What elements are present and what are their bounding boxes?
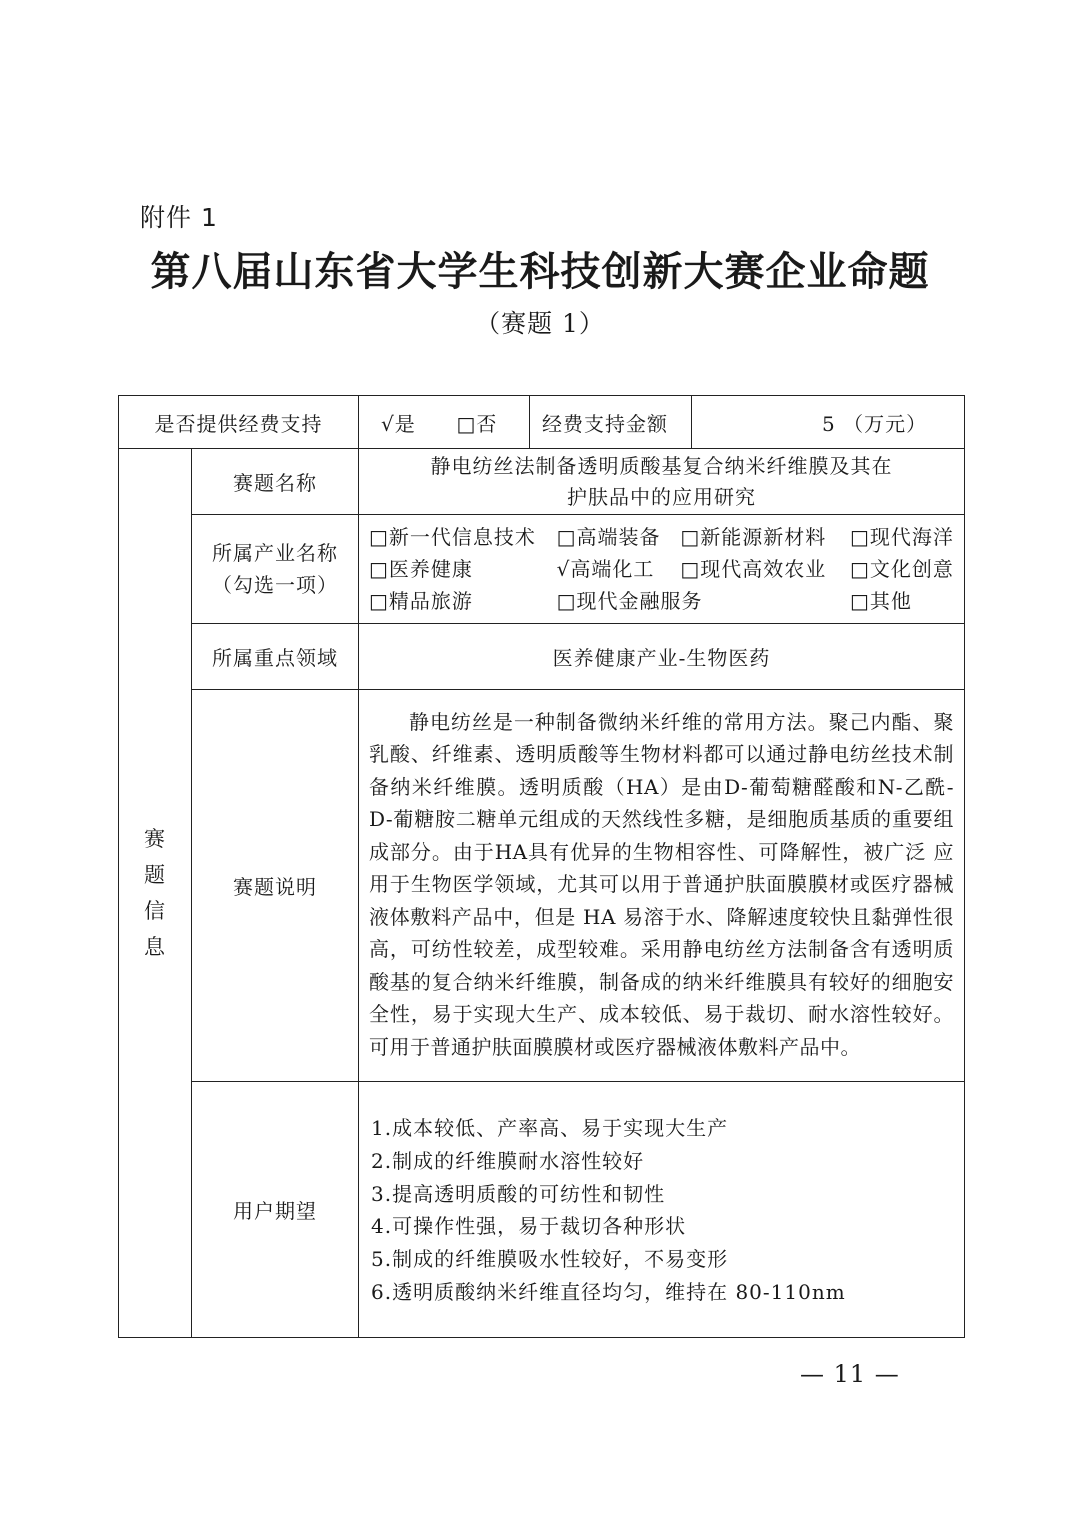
industry-label bbox=[192, 515, 359, 624]
expectation-item: 1.成本较低、产率高、易于实现大生产 bbox=[371, 1116, 729, 1140]
field-row bbox=[119, 624, 965, 690]
document-title: 第八届山东省大学生科技创新大赛企业命题 bbox=[150, 248, 930, 295]
funding-no-option: □否 bbox=[456, 411, 498, 436]
expectation-item: 3.提高透明质酸的可纺性和韧性 bbox=[371, 1181, 666, 1206]
description-text: 静电纺丝是一种制备微纳米纤维的常用方法。聚己内酯、聚乳酸、纤维素、透明质酸等生物材料都可以通过静电纺丝技术制 备纳米纤维膜。透明质酸（HA）是由D-葡萄糖醛酸和N-乙酰-D-葡糖胺二糖单元组成的天然线性多糖，是细胞质基质的重要组成部分。由于HA具有优异的生物相容性、可降解性，被广泛 应用于生物医学领域，尤其可以用于普通护肤面膜膜材或医疗器械液体敷料产品中，但是 HA 易溶于水、降解速度较快且黏弹性很高，可纺性较差，成型较难。采用静电纺丝方法制备含有透明质酸基的复合纳米纤维膜，制备成的纳米纤维膜具有较好的细胞安全性，易于实现大生产、成本较低、易于裁切、耐水溶性较好。可用于普通护肤面膜膜材或医疗器械液体敷料产品中。 bbox=[369, 709, 954, 1059]
document-subtitle: （赛题 1） bbox=[475, 309, 605, 338]
expectation-item: 5.制成的纤维膜吸水性较好，不易变形 bbox=[371, 1247, 729, 1272]
description-cell bbox=[359, 690, 965, 1082]
industry-option: □其他 bbox=[849, 589, 912, 613]
funding-amount-value: 5 （万元） bbox=[692, 396, 965, 449]
industry-option: □医养健康 bbox=[369, 557, 473, 581]
funding-yes-option: √是 bbox=[381, 411, 416, 436]
section-label-char: 题 bbox=[144, 862, 166, 887]
industry-option: □高端装备 bbox=[556, 525, 661, 549]
industry-option-row bbox=[369, 585, 954, 617]
expectation-label: 用户期望 bbox=[192, 1082, 359, 1338]
industry-option: □精品旅游 bbox=[369, 589, 473, 613]
industry-option: □现代金融服务 bbox=[556, 589, 703, 613]
section-label-char: 息 bbox=[144, 934, 166, 959]
industry-option-selected: √高端化工 bbox=[556, 557, 655, 581]
industry-options bbox=[359, 515, 965, 624]
funding-row bbox=[119, 396, 965, 449]
funding-label: 是否提供经费支持 bbox=[119, 396, 359, 449]
industry-row bbox=[119, 515, 965, 624]
section-label bbox=[119, 449, 192, 1338]
industry-option: □现代高效农业 bbox=[680, 557, 827, 581]
page-number: — 11 — bbox=[800, 1360, 900, 1388]
funding-amount-label: 经费支持金额 bbox=[530, 396, 692, 449]
industry-option: □现代海洋 bbox=[849, 525, 954, 549]
attachment-label: 附件 1 bbox=[140, 203, 218, 232]
industry-option-row bbox=[369, 521, 954, 553]
topic-name-line: 护肤品中的应用研究 bbox=[567, 484, 756, 509]
industry-option: □文化创意 bbox=[849, 557, 954, 581]
industry-option-row bbox=[369, 553, 954, 585]
description-row bbox=[119, 690, 965, 1082]
topic-name-value bbox=[359, 449, 965, 515]
expectation-item: 6.透明质酸纳米纤维直径均匀，维持在 80-110nm bbox=[371, 1279, 846, 1304]
industry-label-hint: （勾选一项） bbox=[212, 573, 338, 597]
expectation-item: 2.制成的纤维膜耐水溶性较好 bbox=[371, 1148, 645, 1173]
industry-option: □新能源新材料 bbox=[680, 525, 827, 549]
industry-option-spacer bbox=[722, 585, 844, 617]
section-label-char: 赛 bbox=[144, 826, 166, 851]
description-label: 赛题说明 bbox=[192, 690, 359, 1082]
industry-option: □新一代信息技术 bbox=[369, 525, 536, 549]
industry-label-line: 所属产业名称 bbox=[212, 541, 338, 565]
expectation-list bbox=[359, 1082, 965, 1338]
field-value: 医养健康产业-生物医药 bbox=[359, 624, 965, 690]
expectation-row bbox=[119, 1082, 965, 1338]
topic-name-line: 静电纺丝法制备透明质酸基复合纳米纤维膜及其在 bbox=[430, 453, 893, 478]
funding-choice bbox=[359, 396, 530, 449]
topic-form-table bbox=[118, 395, 965, 1338]
topic-name-row bbox=[119, 449, 965, 515]
expectation-item: 4.可操作性强，易于裁切各种形状 bbox=[371, 1214, 687, 1239]
topic-name-label: 赛题名称 bbox=[192, 449, 359, 515]
section-label-char: 信 bbox=[144, 898, 166, 923]
field-label: 所属重点领域 bbox=[192, 624, 359, 690]
